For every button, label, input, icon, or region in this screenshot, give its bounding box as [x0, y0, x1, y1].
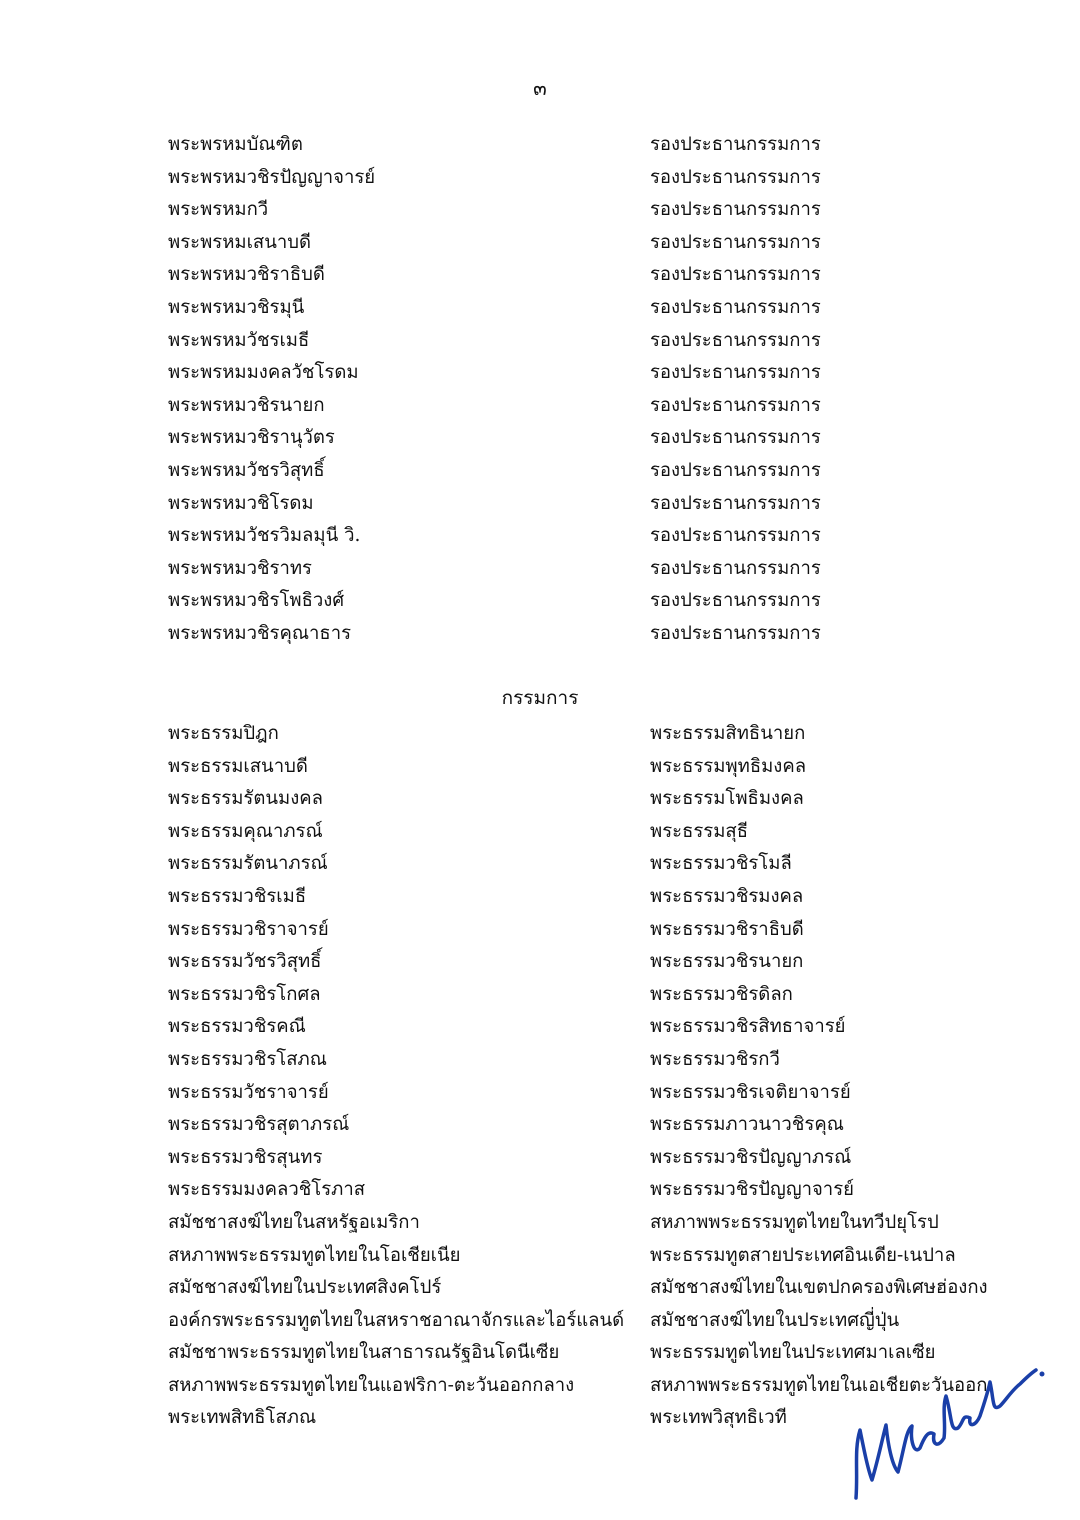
vice-chair-row-right: รองประธานกรรมการ: [650, 329, 821, 351]
vice-chair-row-left: พระพรหมวชิราธิบดี: [168, 264, 325, 286]
committee-row-right: พระธรรมวชิรนายก: [650, 951, 804, 973]
vice-chair-row: [168, 325, 988, 358]
vice-chair-row: [168, 162, 988, 195]
vice-chair-row-left: พระพรหมวชิรนายก: [168, 394, 325, 416]
vice-chair-row-right: รองประธานกรรมการ: [650, 622, 821, 644]
committee-row-right: สมัชชาสงฆ์ไทยในเขตปกครองพิเศษฮ่องกง: [650, 1277, 988, 1299]
vice-chair-row-left: พระพรหมวัชรวิสุทธิ์: [168, 459, 325, 481]
committee-row-left: สมัชชาสงฆ์ไทยในประเทศสิงคโปร์: [168, 1277, 442, 1299]
committee-row-left: พระธรรมวชิรเมธี: [168, 885, 307, 907]
vice-chair-row-left: พระพรหมวชิราทร: [168, 557, 312, 579]
vice-chair-row-left: พระพรหมวชิโรดม: [168, 492, 314, 514]
vice-chair-row-left: พระพรหมวชิรปัญญาจารย์: [168, 166, 376, 188]
vice-chair-row-right: รองประธานกรรมการ: [650, 394, 821, 416]
committee-row: [168, 946, 988, 979]
vice-chair-row: [168, 618, 988, 651]
committee-row-left: พระธรรมวัชรวิสุทธิ์: [168, 951, 322, 973]
vice-chair-row-left: พระพรหมวชิรคุณาธาร: [168, 622, 352, 644]
vice-chair-row-left: พระพรหมกวี: [168, 199, 269, 221]
committee-row-left: พระธรรมมงคลวชิโรภาส: [168, 1179, 366, 1201]
committee-row-right: พระธรรมวชิรสิทธาจารย์: [650, 1016, 846, 1038]
signature: [838, 1330, 1048, 1510]
committee-row-left: พระธรรมปิฎก: [168, 723, 279, 744]
vice-chair-row: [168, 455, 988, 488]
vice-chair-row-right: รองประธานกรรมการ: [650, 525, 821, 547]
committee-row-right: พระธรรมโพธิมงคล: [650, 788, 804, 810]
committee-row-left: พระธรรมวชิรโสภณ: [168, 1048, 327, 1070]
committee-row-left: พระธรรมวชิรคณี: [168, 1016, 306, 1038]
committee-row-right: พระธรรมวชิรกวี: [650, 1048, 780, 1070]
committee-row-right: พระเทพวิสุทธิเวที: [650, 1407, 787, 1429]
vice-chair-row-right: รองประธานกรรมการ: [650, 459, 821, 481]
vice-chair-row-right: รองประธานกรรมการ: [650, 590, 821, 612]
committee-row-right: สมัชชาสงฆ์ไทยในประเทศญี่ปุ่น: [650, 1309, 900, 1331]
committee-row-right: พระธรรมทูตไทยในประเทศมาเลเซีย: [650, 1342, 936, 1364]
vice-chair-row-left: พระพรหมเสนาบดี: [168, 231, 311, 253]
committee-row: [168, 718, 988, 751]
committee-row-left: พระธรรมรัตนมงคล: [168, 788, 323, 810]
committee-row: [168, 1174, 988, 1207]
vice-chair-row-left: พระพรหมวัชรวิมลมุนี วิ.: [168, 525, 361, 547]
committee-row-right: พระธรรมสุธี: [650, 820, 749, 842]
vice-chair-row-left: พระพรหมวชิรมุนี: [168, 296, 305, 318]
vice-chair-row-right: รองประธานกรรมการ: [650, 492, 821, 514]
vice-chair-row: [168, 390, 988, 423]
vice-chair-row-left: พระพรหมวัชรเมธี: [168, 329, 310, 351]
committee-row-left: สมัชชาพระธรรมทูตไทยในสาธารณรัฐอินโดนีเซีย: [168, 1342, 560, 1364]
committee-row: [168, 914, 988, 947]
vice-chair-row: [168, 194, 988, 227]
vice-chair-row-right: รองประธานกรรมการ: [650, 427, 821, 449]
vice-chair-table: [168, 129, 988, 651]
committee-heading: กรรมการ: [501, 687, 579, 709]
committee-row-right: พระธรรมวชิรมงคล: [650, 885, 804, 907]
committee-row-left: สหภาพพระธรรมทูตไทยในแอฟริกา-ตะวันออกกลาง: [168, 1374, 575, 1396]
committee-row-left: พระธรรมรัตนาภรณ์: [168, 853, 328, 875]
committee-row-right: พระธรรมสิทธินายก: [650, 723, 806, 744]
committee-row-right: พระธรรมวชิรโมลี: [650, 853, 792, 875]
vice-chair-row-right: รองประธานกรรมการ: [650, 166, 821, 188]
committee-row: [168, 1240, 988, 1273]
committee-row: [168, 848, 988, 881]
committee-row: [168, 1077, 988, 1110]
vice-chair-row-right: รองประธานกรรมการ: [650, 134, 821, 155]
committee-row: [168, 1044, 988, 1077]
vice-chair-row: [168, 422, 988, 455]
vice-chair-row-right: รองประธานกรรมการ: [650, 557, 821, 579]
vice-chair-row-left: พระพรหมวชิรโพธิวงศ์: [168, 590, 345, 612]
vice-chair-row-left: พระพรหมวชิรานุวัตร: [168, 427, 335, 449]
committee-row-right: พระธรรมภาวนาวชิรคุณ: [650, 1114, 844, 1136]
vice-chair-row-left: พระพรหมบัณฑิต: [168, 134, 303, 155]
committee-row-left: พระธรรมคุณาภรณ์: [168, 820, 323, 842]
vice-chair-row: [168, 357, 988, 390]
vice-chair-row-left: พระพรหมมงคลวัชโรดม: [168, 362, 359, 384]
vice-chair-row-right: รองประธานกรรมการ: [650, 231, 821, 253]
committee-row-left: พระเทพสิทธิโสภณ: [168, 1407, 317, 1429]
committee-row: [168, 1142, 988, 1175]
vice-chair-row-right: รองประธานกรรมการ: [650, 199, 821, 221]
committee-row: [168, 979, 988, 1012]
vice-chair-row: [168, 259, 988, 292]
committee-row-right: พระธรรมวชิราธิบดี: [650, 918, 804, 940]
committee-row-right: พระธรรมทูตสายประเทศอินเดีย-เนปาล: [650, 1244, 956, 1266]
committee-row-right: พระธรรมพุทธิมงคล: [650, 755, 807, 777]
committee-row-right: พระธรรมวชิรปัญญาจารย์: [650, 1179, 854, 1201]
committee-row-right: พระธรรมวชิรเจติยาจารย์: [650, 1081, 851, 1103]
vice-chair-row: [168, 585, 988, 618]
committee-row-left: พระธรรมเสนาบดี: [168, 755, 308, 777]
committee-row: [168, 1207, 988, 1240]
committee-row-left: องค์กรพระธรรมทูตไทยในสหราชอาณาจักรและไอร์แลนด์: [168, 1309, 625, 1331]
committee-row-right: สหภาพพระธรรมทูตไทยในเอเชียตะวันออก: [650, 1374, 988, 1396]
committee-row-left: พระธรรมวชิรสุนทร: [168, 1146, 323, 1168]
vice-chair-row: [168, 488, 988, 521]
vice-chair-row-right: รองประธานกรรมการ: [650, 296, 821, 318]
committee-row: [168, 783, 988, 816]
committee-row: [168, 816, 988, 849]
committee-row-left: พระธรรมวชิรสุตาภรณ์: [168, 1114, 350, 1136]
vice-chair-row: [168, 520, 988, 553]
committee-row-left: สมัชชาสงฆ์ไทยในสหรัฐอเมริกา: [168, 1211, 420, 1233]
committee-row: [168, 881, 988, 914]
committee-table: [168, 718, 988, 1435]
committee-row: [168, 1109, 988, 1142]
committee-row-left: พระธรรมวัชราจารย์: [168, 1081, 329, 1103]
vice-chair-row-right: รองประธานกรรมการ: [650, 362, 821, 384]
vice-chair-row-right: รองประธานกรรมการ: [650, 264, 821, 286]
committee-row-right: พระธรรมวชิรปัญญาภรณ์: [650, 1146, 852, 1168]
committee-row-left: พระธรรมวชิราจารย์: [168, 918, 329, 940]
vice-chair-row: [168, 227, 988, 260]
vice-chair-row: [168, 292, 988, 325]
committee-row: [168, 1011, 988, 1044]
vice-chair-row: [168, 129, 988, 162]
committee-row: [168, 751, 988, 784]
committee-row-right: พระธรรมวชิรดิลก: [650, 983, 793, 1005]
committee-row-right: สหภาพพระธรรมทูตไทยในทวีปยุโรป: [650, 1211, 939, 1233]
committee-row-left: พระธรรมวชิรโกศล: [168, 983, 321, 1005]
vice-chair-row: [168, 553, 988, 586]
committee-row-left: สหภาพพระธรรมทูตไทยในโอเชียเนีย: [168, 1244, 461, 1266]
committee-row: [168, 1272, 988, 1305]
page-number: ๓: [533, 76, 547, 100]
